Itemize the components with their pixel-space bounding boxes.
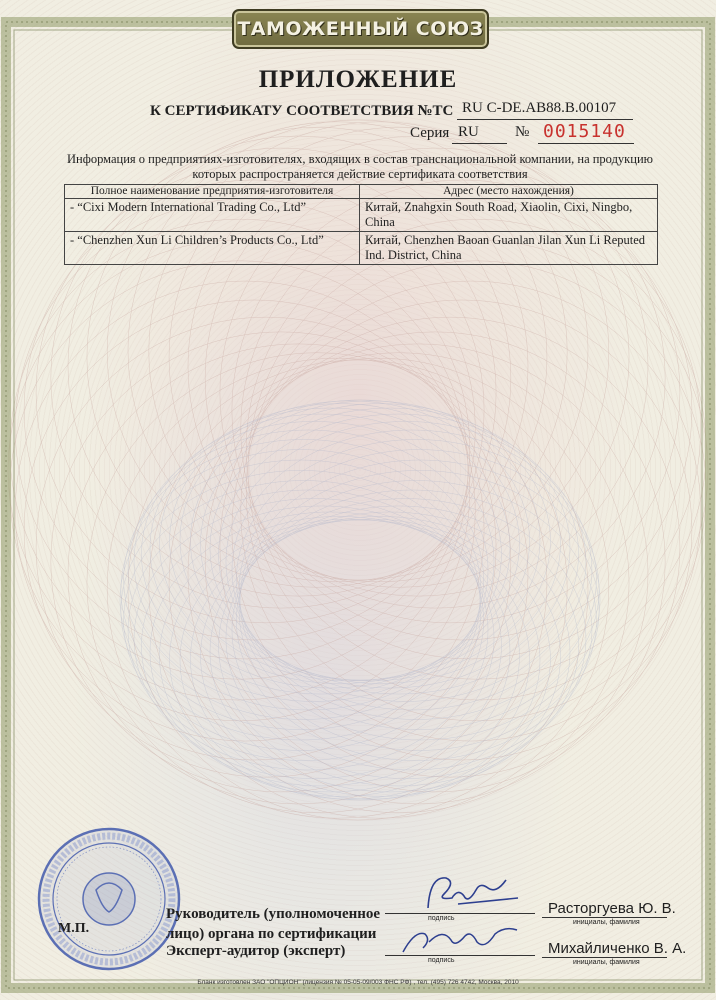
head-name: Расторгуева Ю. В. [548,900,676,917]
header-address: Адрес (место нахождения) [360,185,658,199]
customs-union-banner [232,9,489,49]
stamp-place-label: М.П. [58,921,90,936]
head-signature-caption: подпись [428,915,455,922]
expert-name-line [542,957,667,958]
certificate-number-underline [457,119,633,120]
company-address: Китай, Chenzhen Baoan Guanlan Jilan Xun Li Reputed Ind. District, China [360,232,658,265]
certificate-number: RU C-DE.АВ88.В.00107 [462,100,617,116]
banner-text: ТАМОЖЕННЫЙ СОЮЗ [237,18,484,40]
head-label-line1: Руководитель (уполномоченное [166,906,381,922]
expert-initials-caption: инициалы, фамилия [573,959,640,966]
official-stamp [36,826,182,972]
company-name: - “Cixi Modern International Trading Co., Ltd” [65,199,360,232]
table-row [65,232,658,265]
head-signature-line [385,913,535,914]
series-value: RU [458,124,479,140]
company-address: Китай, Znahgxin South Road, Xiaolin, Cixi, Ningbo, China [360,199,658,232]
expert-signature-line [385,955,535,956]
info-text: Информация о предприятиях-изготовителях, входящих в состав транснациональной компании, на продукцию которых распространяется действие сертификата соответствия [67,152,653,181]
company-name: - “Chenzhen Xun Li Children’s Products Co., Ltd” [65,232,360,265]
serial-number: 0015140 [543,121,626,142]
table-row [65,199,658,232]
page-title: ПРИЛОЖЕНИЕ [258,66,458,93]
to-certificate-label: К СЕРТИФИКАТУ СООТВЕТСТВИЯ №ТС [150,103,454,119]
expert-label: Эксперт-аудитор (эксперт) [166,943,346,959]
expert-signature [395,920,525,960]
footer-print-info: Бланк изготовлен ЗАО "ОПЦИОН" (лицензия № 05-05-09/003 ФНС РФ) , тел. (495) 726 4742, Москва, 2010 [197,979,519,986]
head-name-line [542,917,667,918]
header-company-name: Полное наименование предприятия-изготовителя [65,185,360,199]
expert-name: Михайличенко В. А. [548,940,687,957]
head-initials-caption: инициалы, фамилия [573,919,640,926]
head-label-line2: лицо) органа по сертификации [166,926,377,942]
head-signature [418,868,528,918]
manufacturers-table [64,184,658,265]
series-label: Серия [410,125,450,141]
head-label [166,904,380,944]
series-underline [452,143,507,144]
table-header-row [65,185,658,199]
number-sign: № [515,124,530,140]
expert-signature-caption: подпись [428,957,455,964]
serial-underline [538,143,634,144]
